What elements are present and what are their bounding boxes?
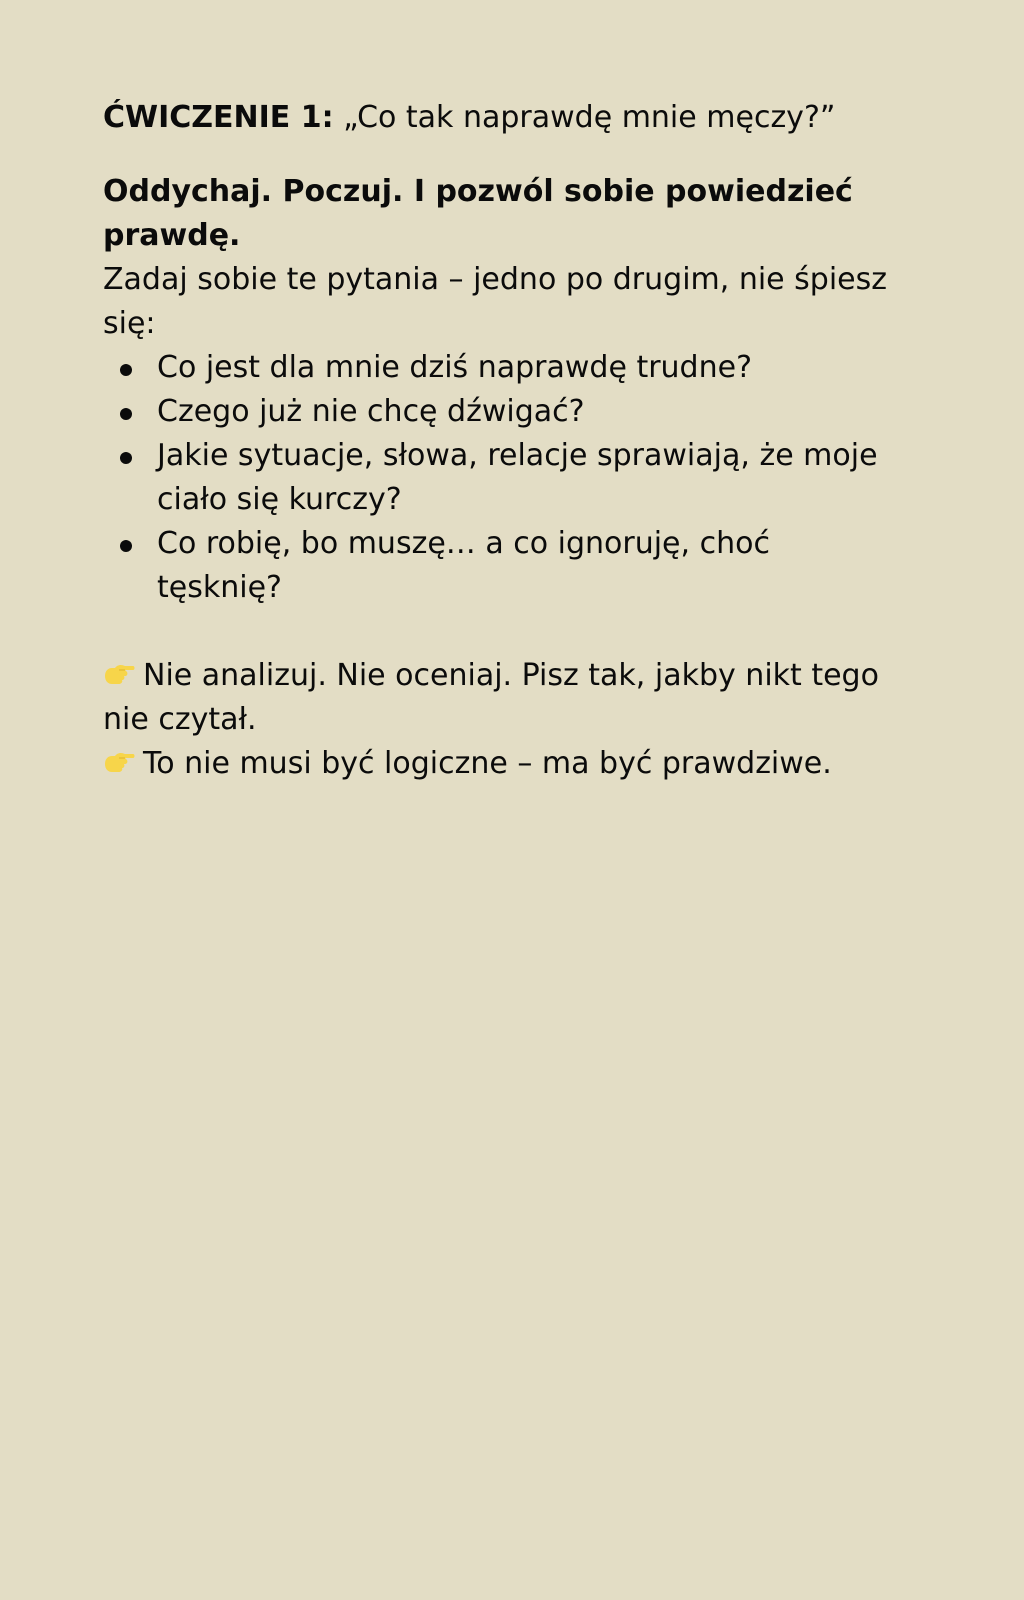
exercise-heading xyxy=(103,96,894,140)
bullet-icon xyxy=(120,540,132,552)
question-item xyxy=(157,346,894,390)
question-list xyxy=(103,346,894,610)
question-item xyxy=(157,390,894,434)
exercise-subtitle: Oddychaj. Poczuj. I pozwól sobie powiedzieć prawdę. xyxy=(103,174,853,253)
question-item xyxy=(157,522,894,610)
question-item xyxy=(157,434,894,522)
question-text: Co robię, bo muszę… a co ignoruję, choć tęsknię? xyxy=(157,526,770,605)
question-text: Co jest dla mnie dziś naprawdę trudne? xyxy=(157,350,752,385)
pointing-hand-icon xyxy=(103,745,135,771)
exercise-label: ĆWICZENIE 1: xyxy=(103,100,334,135)
tip-line xyxy=(103,654,894,742)
bullet-icon xyxy=(120,452,132,464)
question-text: Czego już nie chcę dźwigać? xyxy=(157,394,585,429)
pointing-hand-icon xyxy=(103,657,135,683)
exercise-title: „Co tak naprawdę mnie męczy?” xyxy=(343,100,836,135)
bullet-icon xyxy=(120,364,132,376)
bullet-icon xyxy=(120,408,132,420)
tip-text: To nie musi być logiczne – ma być prawdziwe. xyxy=(143,746,832,781)
tip-text: Nie analizuj. Nie oceniaj. Pisz tak, jakby nikt tego nie czytał. xyxy=(103,658,879,737)
tip-line xyxy=(103,742,894,786)
tips-section xyxy=(103,654,894,786)
question-text: Jakie sytuacje, słowa, relacje sprawiają, że moje ciało się kurczy? xyxy=(157,438,878,517)
exercise-intro: Zadaj sobie te pytania – jedno po drugim, nie śpiesz się: xyxy=(103,262,888,341)
